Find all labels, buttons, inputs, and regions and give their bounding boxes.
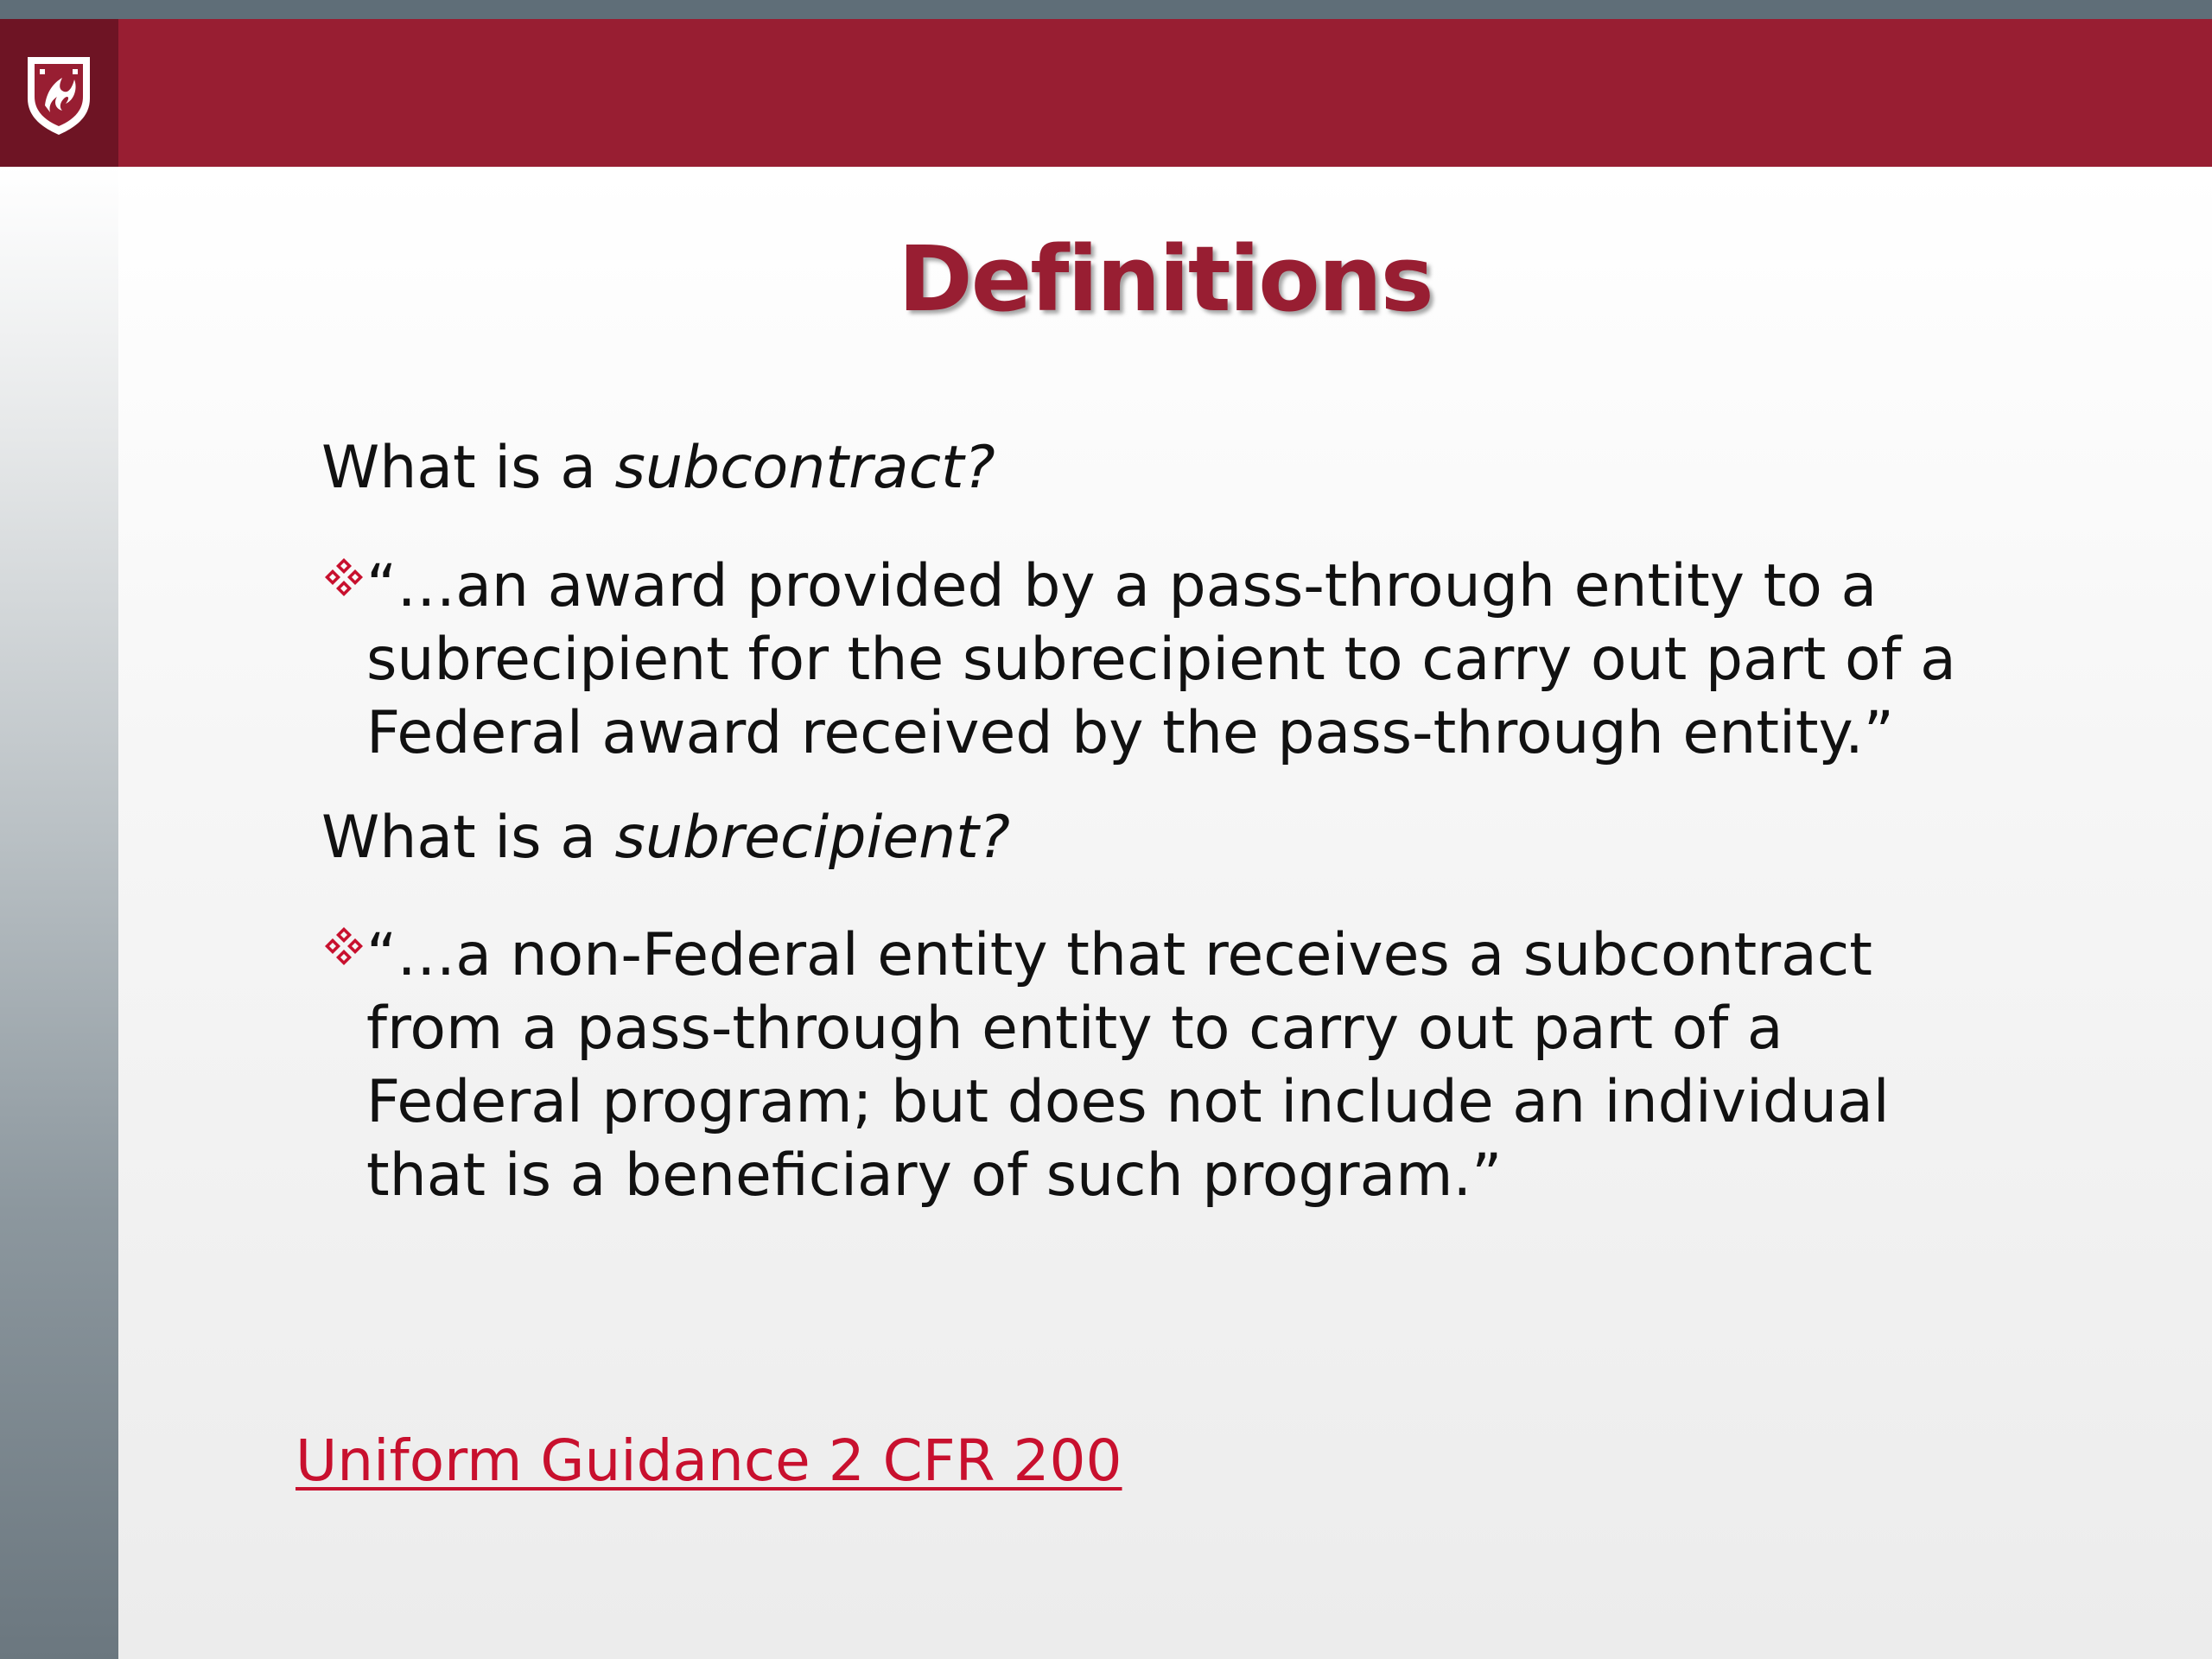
- question-prefix: What is a: [321, 804, 615, 872]
- definition-quote: “…a non-Federal entity that receives a subcontract from a pass-through entity to carry out part of a Federal program; but does not include an individual that is a beneficiary of such program.”: [366, 921, 1890, 1210]
- question-subrecipient: [321, 806, 1010, 871]
- four-diamond-bullet-icon: [321, 924, 366, 969]
- wsu-shield-icon: [24, 54, 93, 137]
- question-prefix: What is a: [321, 434, 615, 502]
- header-band: [0, 19, 2212, 167]
- logo-box: [0, 19, 118, 167]
- four-diamond-bullet-icon: [321, 555, 366, 600]
- definition-subcontract: [321, 550, 2006, 770]
- question-term: subcontract?: [614, 434, 995, 502]
- slide-title: Definitions: [898, 226, 1433, 332]
- definition-subrecipient: [321, 918, 2006, 1212]
- question-term: subrecipient?: [614, 804, 1011, 872]
- top-strip: [0, 0, 2212, 19]
- definition-quote: “…an award provided by a pass-through entity to a subrecipient for the subrecipient to carry out part of a Federal award received by the pass-through entity.”: [366, 552, 1956, 767]
- question-subcontract: [321, 436, 995, 501]
- sidebar-gradient: [0, 167, 118, 1659]
- reference-link[interactable]: Uniform Guidance 2 CFR 200: [296, 1427, 1122, 1494]
